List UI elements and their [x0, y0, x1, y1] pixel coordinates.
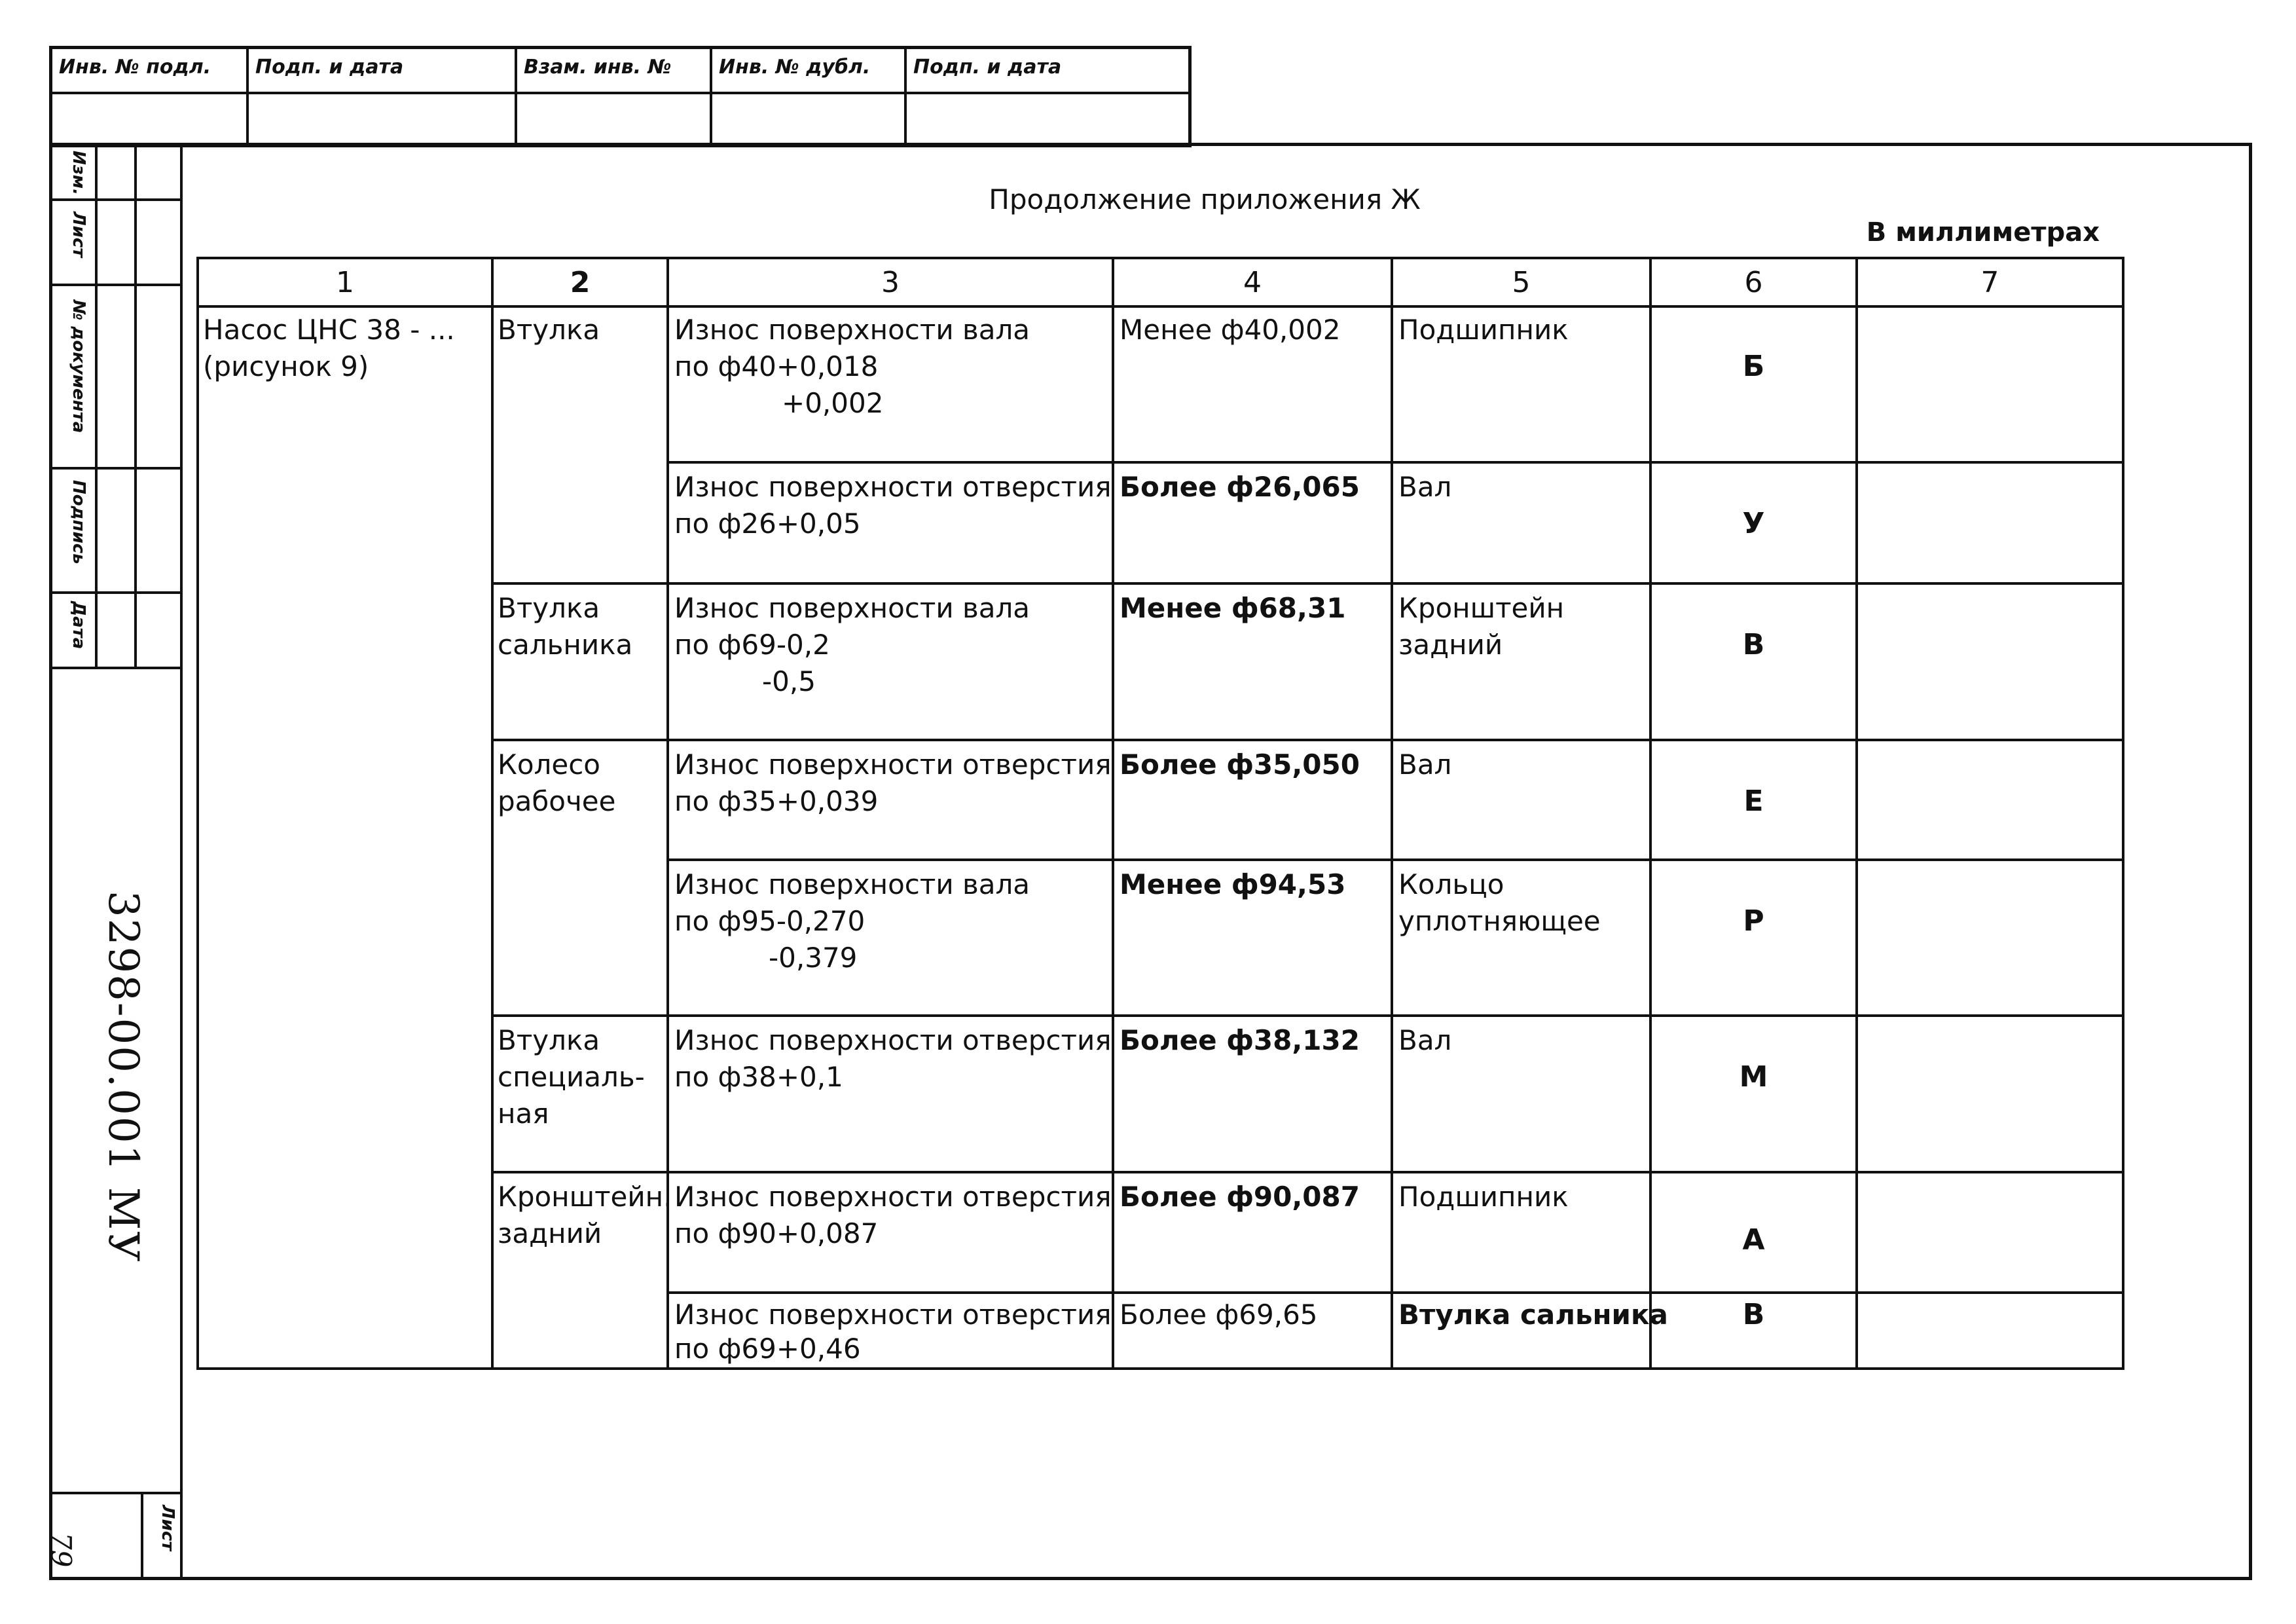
cell-part-line2: рабочее — [498, 785, 616, 817]
strip-label-list: Лист — [69, 212, 88, 258]
cell-defect-line2: по ф90+0,087 — [674, 1217, 879, 1249]
cell-limit: Менее ф68,31 — [1120, 592, 1346, 624]
cell-part-line2: сальника — [498, 629, 633, 661]
cell-defect-line3: -0,379 — [769, 942, 858, 974]
strip-vline-1 — [95, 143, 98, 667]
cell-part-line2: задний — [498, 1217, 602, 1249]
left-stamp-strip — [49, 143, 180, 1580]
cell-limit: Менее ф40,002 — [1120, 314, 1341, 346]
col-border-4 — [1391, 259, 1393, 1367]
row-border-4 — [666, 858, 2122, 861]
strip-label-sheet: Лист — [158, 1505, 177, 1551]
cell-limit: Более ф90,087 — [1120, 1181, 1360, 1213]
cell-defect-line1: Износ поверхности отверстия — [674, 471, 1112, 503]
cell-defect-line2: по ф26+0,05 — [674, 507, 861, 540]
stamp-cell-inv-podl — [52, 49, 249, 144]
cell-product-line2: (рисунок 9) — [203, 350, 369, 382]
stamp-label-inv-dubl: Инв. № дубл. — [719, 56, 871, 79]
cell-mate: Вал — [1398, 748, 1452, 781]
cell-defect-line3: +0,002 — [782, 387, 884, 419]
cell-defect-line1: Износ поверхности вала — [674, 592, 1030, 624]
cell-mate: Подшипник — [1398, 314, 1569, 346]
cell-mate: Вал — [1398, 1024, 1452, 1056]
page-title: Продолжение приложения Ж — [989, 183, 1421, 215]
cell-mate-line2: задний — [1398, 629, 1503, 661]
row-border-5 — [491, 1014, 2122, 1017]
cell-part-line3: ная — [498, 1098, 549, 1130]
cell-code: У — [1742, 507, 1765, 540]
strip-hline-4 — [49, 591, 180, 594]
strip-hline-3 — [49, 467, 180, 470]
stamp-label-podp-data-2: Подп. и дата — [913, 56, 1062, 79]
top-stamp — [49, 46, 1192, 147]
cell-limit: Более ф26,065 — [1120, 471, 1360, 503]
header-border — [199, 305, 2122, 308]
cell-defect-line2: по ф35+0,039 — [674, 785, 879, 817]
cell-part: Втулка — [498, 1024, 600, 1056]
row-border-2 — [491, 582, 2122, 585]
cell-defect-line3: -0,5 — [762, 665, 816, 697]
column-header-2: 2 — [570, 266, 591, 299]
col-border-1 — [491, 259, 494, 1367]
page-number: 79 — [45, 1532, 77, 1568]
cell-limit: Более ф69,65 — [1120, 1299, 1318, 1331]
cell-mate: Подшипник — [1398, 1181, 1569, 1213]
cell-limit: Более ф35,050 — [1120, 748, 1360, 781]
cell-code: Р — [1743, 904, 1764, 938]
cell-defect-line1: Износ поверхности отверстия — [674, 748, 1112, 781]
cell-code: Е — [1743, 784, 1764, 818]
cell-mate: Кольцо — [1398, 868, 1504, 900]
column-header-7: 7 — [1980, 266, 1999, 299]
cell-limit: Менее ф94,53 — [1120, 868, 1346, 900]
cell-mate: Кронштейн — [1398, 592, 1565, 624]
cell-part: Втулка — [498, 314, 600, 346]
row-border-7 — [666, 1291, 2122, 1294]
cell-mate-line2: уплотняющее — [1398, 905, 1601, 937]
strip-label-podpis: Подпись — [69, 480, 88, 564]
column-header-5: 5 — [1512, 266, 1531, 299]
strip-hline-2 — [49, 284, 180, 286]
stamp-label-podp-data-1: Подп. и дата — [255, 56, 404, 79]
column-header-6: 6 — [1744, 266, 1763, 299]
column-header-3: 3 — [881, 266, 900, 299]
cell-mate: Вал — [1398, 471, 1452, 503]
cell-mate: Втулка сальника — [1398, 1299, 1668, 1331]
cell-defect-line1: Износ поверхности отверстия — [674, 1024, 1112, 1056]
cell-defect-line2: по ф69-0,2 — [674, 629, 830, 661]
cell-product-line1: Насос ЦНС 38 - ... — [203, 314, 455, 346]
strip-label-data: Дата — [69, 601, 88, 650]
cell-defect-line2: по ф69+0,46 — [674, 1333, 861, 1365]
stamp-cell-vzam-inv — [517, 49, 712, 144]
cell-defect-line2: по ф38+0,1 — [674, 1061, 843, 1093]
row-border-1 — [666, 461, 2122, 464]
stamp-cell-podp-data-2 — [907, 49, 1188, 144]
stamp-label-vzam-inv: Взам. инв. № — [524, 56, 672, 79]
row-border-3 — [491, 739, 2122, 741]
cell-part: Втулка — [498, 592, 600, 624]
cell-part: Колесо — [498, 748, 600, 781]
units-label: В миллиметрах — [1866, 217, 2100, 248]
cell-code: А — [1742, 1223, 1765, 1257]
strip-vline-4 — [141, 1492, 143, 1580]
cell-defect-line2: по ф95-0,270 — [674, 905, 866, 937]
cell-code: М — [1739, 1060, 1768, 1094]
cell-code: Б — [1742, 350, 1765, 383]
cell-code: В — [1742, 628, 1765, 661]
strip-hline-6 — [49, 1492, 180, 1494]
strip-label-izm: Изм. — [69, 151, 88, 195]
cell-limit: Более ф38,132 — [1120, 1024, 1360, 1056]
data-table — [196, 257, 2124, 1370]
cell-defect-line1: Износ поверхности вала — [674, 868, 1030, 900]
row-border-6 — [491, 1171, 2122, 1173]
strip-label-n-doc: № документа — [69, 300, 88, 434]
cell-part-line2: специаль- — [498, 1061, 645, 1093]
strip-vline-3 — [180, 143, 183, 1580]
col-border-3 — [1112, 259, 1114, 1367]
col-border-6 — [1855, 259, 1858, 1367]
column-header-1: 1 — [336, 266, 354, 299]
cell-part: Кронштейн. — [498, 1181, 672, 1213]
stamp-label-inv-podl: Инв. № подл. — [59, 56, 211, 79]
cell-defect-line1: Износ поверхности отверстия — [674, 1181, 1112, 1213]
strip-hline-5 — [49, 667, 180, 669]
strip-hline-1 — [49, 198, 180, 201]
stamp-cell-podp-data-1 — [249, 49, 517, 144]
document-number: 3298-00.001 МУ — [99, 891, 147, 1263]
cell-defect-line2: по ф40+0,018 — [674, 350, 879, 382]
stamp-cell-inv-dubl — [712, 49, 907, 144]
column-header-4: 4 — [1243, 266, 1262, 299]
cell-defect-line1: Износ поверхности вала — [674, 314, 1030, 346]
strip-vline-2 — [134, 143, 137, 667]
cell-code: В — [1742, 1298, 1765, 1331]
cell-defect-line1: Износ поверхности отверстия — [674, 1299, 1112, 1331]
